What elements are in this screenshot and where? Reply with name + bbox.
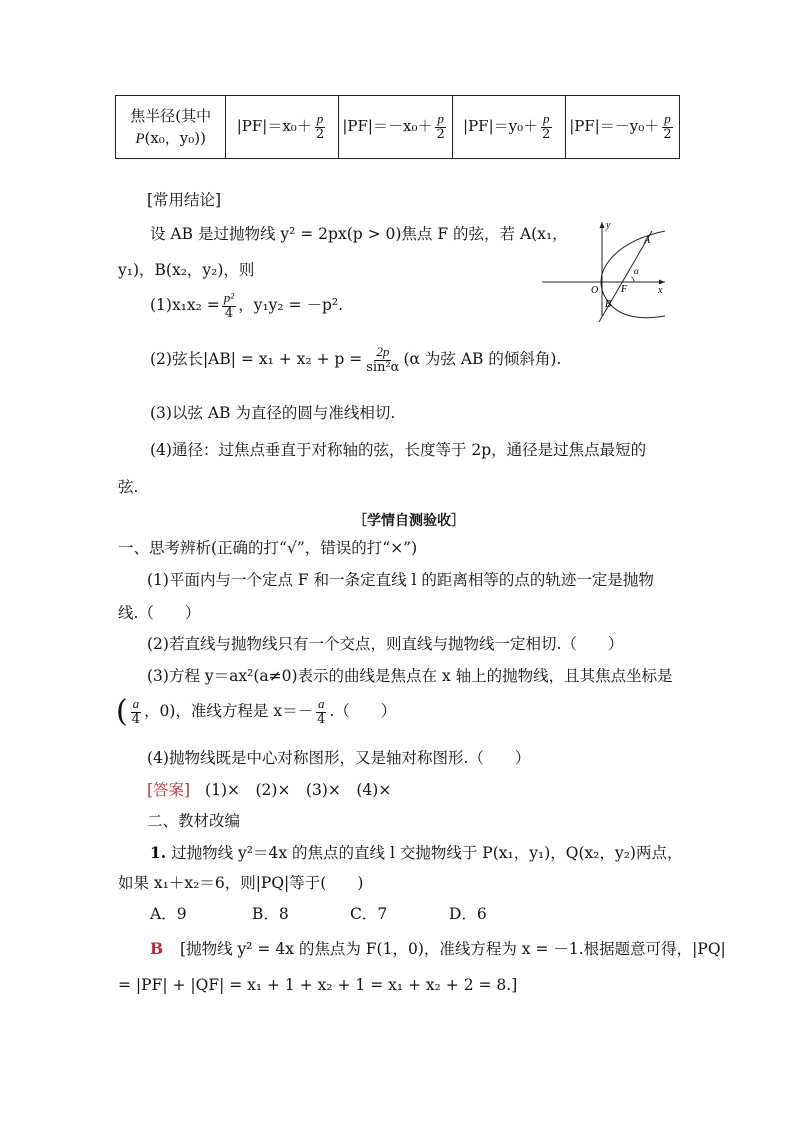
question-1-line2: 线.（ ） [118,604,201,622]
option-b: B．8 [252,905,289,923]
focal-cell-4: |PF|＝－y₀＋ $\frac{p}{2}$ [565,96,679,159]
table-row-label [116,96,226,159]
label-a: A [644,235,651,246]
label-alpha: α [634,266,639,276]
conclusion-2: (2)弦长|AB| = x₁ + x₂ + p = $\frac{2p}{\text{sin²α}}$ (α 为弦 AB 的倾斜角). [150,344,562,375]
question-3-line2: ( $\frac{a}{4}$ ，0)，准线方程是 x＝－ $\frac{a}{4}$ .（ ） [116,694,397,729]
question-2: (2)若直线与抛物线只有一个交点，则直线与抛物线一定相切.（ ） [147,635,624,653]
solution-line1: B [抛物线 y² = 4x 的焦点为 F(1，0)，准线方程为 x = －1.根据题意可得，|PQ| [150,939,726,958]
conclusions-heading: [常用结论] [147,191,222,209]
conclusion-1: (1)x₁x₂ = $\frac{\text{p²}}{4}$ ，y₁y₂ = －p². [150,290,344,321]
parabola-figure [540,214,680,324]
question-1-line1: (1)平面内与一个定点 F 和一条定直线 l 的距离相等的点的轨迹一定是抛物 [147,571,654,589]
label-o: O [591,285,599,296]
focal-cell-1: |PF|＝x₀＋ $\frac{p}{2}$ [226,96,339,159]
label-x: x [658,285,663,296]
problem-1-number: 1. [150,843,167,862]
option-d: D．6 [449,905,487,923]
option-c: C．7 [350,905,388,923]
y-axis-arrow-icon [600,222,605,228]
solution-answer-letter: B [150,939,164,958]
conclusion-4-line2: 弦. [118,478,139,496]
angle-arc [632,277,635,282]
answer-text: (1)× (2)× (3)× (4)× [205,781,392,799]
row-label-line1: 焦半径(其中 [130,106,212,125]
conclusions-intro-line1: 设 AB 是过抛物线 y² = 2px(p > 0)焦点 F 的弦，若 A(x₁， [150,225,568,243]
part2-title: 二、教材改编 [147,812,241,830]
focal-cell-2: |PF|＝－x₀＋ $\frac{p}{2}$ [339,96,452,159]
problem-1-line1: 1. 过抛物线 y²＝4x 的焦点的直线 l 交抛物线于 P(x₁，y₁)，Q(x₂，y₂)两点， [150,843,683,862]
x-axis-arrow-icon [659,280,665,285]
part1-title: 一、思考辨析(正确的打“√”，错误的打“×”) [118,539,418,557]
focal-cell-3: |PF|＝y₀＋ $\frac{p}{2}$ [452,96,565,159]
question-4: (4)抛物线既是中心对称图形，又是轴对称图形.（ ） [147,749,531,767]
answer-label: [答案] [147,781,191,799]
self-test-banner: ［学情自测验收］ [353,513,465,529]
question-3-line1: (3)方程 y＝ax²(a≠0)表示的曲线是焦点在 x 轴上的抛物线，且其焦点坐标是 [147,667,673,685]
label-f: F [621,284,628,295]
answer-line [147,778,391,800]
focal-radius-table [115,95,680,159]
label-y: y [606,220,611,231]
conclusion-3: (3)以弦 AB 为直径的圆与准线相切. [150,404,396,422]
label-b: B [605,299,612,310]
problem-1-line2: 如果 x₁＋x₂＝6，则|PQ|等于( ) [118,874,364,892]
conclusions-intro-line2: y₁)，B(x₂，y₂)，则 [118,261,255,279]
row-label-line2: P(x₀，y₀)) [135,128,207,147]
conclusion-4-line1: (4)通径：过焦点垂直于对称轴的弦，长度等于 2p，通径是过焦点最短的 [150,441,647,459]
solution-line2: = |PF| + |QF| = x₁ + 1 + x₂ + 1 = x₁ + x₂ + 2 = 8.] [118,976,518,994]
option-a: A．9 [150,905,187,923]
